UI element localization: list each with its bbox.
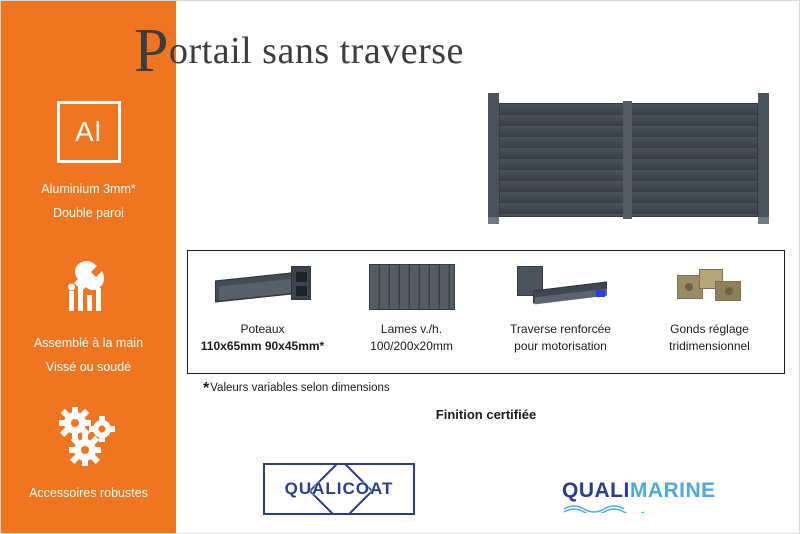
finition-heading: Finition certifiée [435, 407, 537, 422]
hinge-icon [675, 259, 745, 315]
component-poteaux [188, 251, 337, 373]
qualicoat-label: QUALICOAT [284, 479, 394, 498]
footnote [203, 380, 390, 398]
component-spec: tridimensionnel [669, 339, 750, 353]
aluminium-badge-icon [57, 101, 121, 163]
wrench-tools-icon [1, 253, 176, 319]
gate-leaf-right [631, 103, 758, 217]
gate-post-left [488, 93, 499, 224]
component-label: Gonds réglage [670, 322, 749, 336]
component-lames [337, 251, 486, 373]
post-profile-icon [215, 259, 311, 315]
gate-post-right [758, 93, 769, 224]
aluminium-badge-label: Al [75, 116, 102, 147]
component-label: Lames v./h. [380, 322, 443, 336]
sidebar-caption-line: Assemblé à la main [33, 336, 144, 350]
gate-illustration [488, 93, 769, 224]
footnote-text: Valeurs variables selon dimensions [210, 382, 390, 394]
reinforced-crossbar-icon [511, 259, 611, 315]
logo-qualicoat [263, 463, 415, 515]
page-title-rest: ortail sans traverse [168, 30, 464, 72]
component-traverse [486, 251, 635, 373]
gate-post-base-right [758, 217, 769, 224]
sidebar-block-aluminium [1, 101, 176, 225]
gate-center-post [623, 101, 632, 219]
slats-panel-icon [369, 259, 455, 315]
gears-icon [1, 403, 176, 469]
sidebar-caption-line: Vissé ou soudé [45, 360, 132, 374]
sidebar-caption-line: Double paroi [53, 206, 124, 220]
component-label: Poteaux [240, 322, 285, 336]
sidebar-caption-line: Accessoires robustes [29, 486, 148, 500]
gate-leaf-left [499, 103, 627, 217]
qualimarine-label-part2: MARINE [629, 479, 716, 502]
sidebar-caption-line: Aluminium 3mm* [41, 182, 136, 196]
gate-post-base-left [488, 217, 499, 224]
sidebar-block-accessories [1, 403, 176, 505]
sidebar-block-assembly [1, 253, 176, 379]
component-label: Traverse renforcée [510, 322, 611, 336]
wave-icon [564, 499, 724, 513]
qualimarine-label-part1: QUALI [562, 479, 630, 502]
component-gonds [635, 251, 784, 373]
component-spec: 110x65mm 90x45mm* [200, 339, 325, 353]
components-box [187, 250, 785, 374]
page-title [134, 17, 464, 85]
footnote-star: * [203, 380, 210, 397]
page-title-initial: P [134, 17, 169, 85]
logo-qualimarine [562, 471, 722, 511]
component-spec: pour motorisation [514, 339, 607, 353]
component-spec: 100/200x20mm [370, 339, 453, 353]
